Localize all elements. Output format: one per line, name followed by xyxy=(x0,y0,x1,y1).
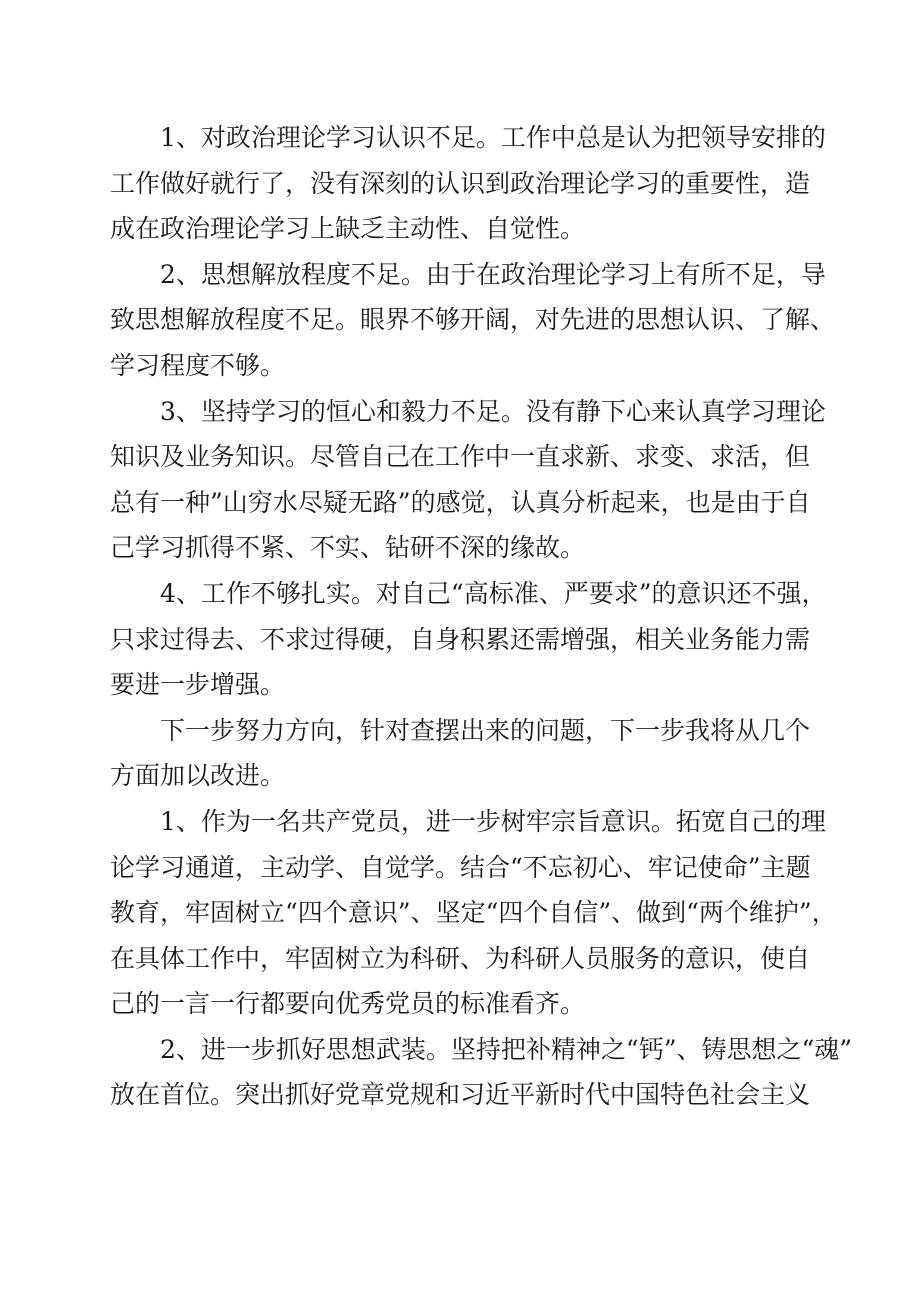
paragraph-line: 成在政治理论学习上缺乏主动性、自觉性。 xyxy=(110,214,586,244)
paragraph-line: 1、对政治理论学习认识不足。工作中总是认为把领导安排的 xyxy=(160,123,826,152)
paragraph-line: 放在首位。突出抓好党章党规和习近平新时代中国特色社会主义 xyxy=(110,1080,811,1110)
paragraph-line: 方面加以改进。 xyxy=(110,761,286,791)
paragraph-line: 论学习通道，主动学、自觉学。结合“不忘初心、牢记使命”主题 xyxy=(110,852,811,882)
paragraph-line: 己的一言一行都要向优秀党员的标准看齐。 xyxy=(110,989,586,1019)
paragraph-line: 要进一步增强。 xyxy=(110,670,286,700)
paragraph-line: 1、作为一名共产党员，进一步树牢宗旨意识。拓宽自己的理 xyxy=(160,806,826,836)
paragraph-line: 工作做好就行了，没有深刻的认识到政治理论学习的重要性，造 xyxy=(110,168,811,198)
paragraph-line: 4、工作不够扎实。对自己“高标准、严要求”的意识还不强， xyxy=(160,578,827,608)
paragraph-line: 致思想解放程度不足。眼界不够开阔，对先进的思想认识、了解、 xyxy=(110,305,836,335)
paragraph-line: 只求过得去、不求过得硬，自身积累还需增强，相关业务能力需 xyxy=(110,624,811,654)
paragraph-line: 下一步努力方向，针对查摆出来的问题，下一步我将从几个 xyxy=(160,715,811,745)
paragraph-line: 总有一种”山穷水尽疑无路”的感觉，认真分析起来，也是由于自 xyxy=(110,487,811,517)
paragraph-line: 3、坚持学习的恒心和毅力不足。没有静下心来认真学习理论 xyxy=(160,396,826,426)
document-body xyxy=(110,115,853,1118)
paragraph-line: 知识及业务知识。尽管自己在工作中一直求新、求变、求活，但 xyxy=(110,442,811,472)
paragraph-line: 在具体工作中，牢固树立为科研、为科研人员服务的意识，使自 xyxy=(110,943,811,973)
paragraph-line: 教育，牢固树立“四个意识”、坚定“四个自信”、做到“两个维护”， xyxy=(110,898,837,928)
paragraph-line: 学习程度不够。 xyxy=(110,350,286,380)
paragraph-line: 2、进一步抓好思想武装。坚持把补精神之“钙”、铸思想之“魂” xyxy=(160,1034,853,1064)
paragraph-line: 2、思想解放程度不足。由于在政治理论学习上有所不足，导 xyxy=(160,259,826,289)
paragraph-line: 己学习抓得不紧、不实、钻研不深的缘故。 xyxy=(110,533,586,563)
